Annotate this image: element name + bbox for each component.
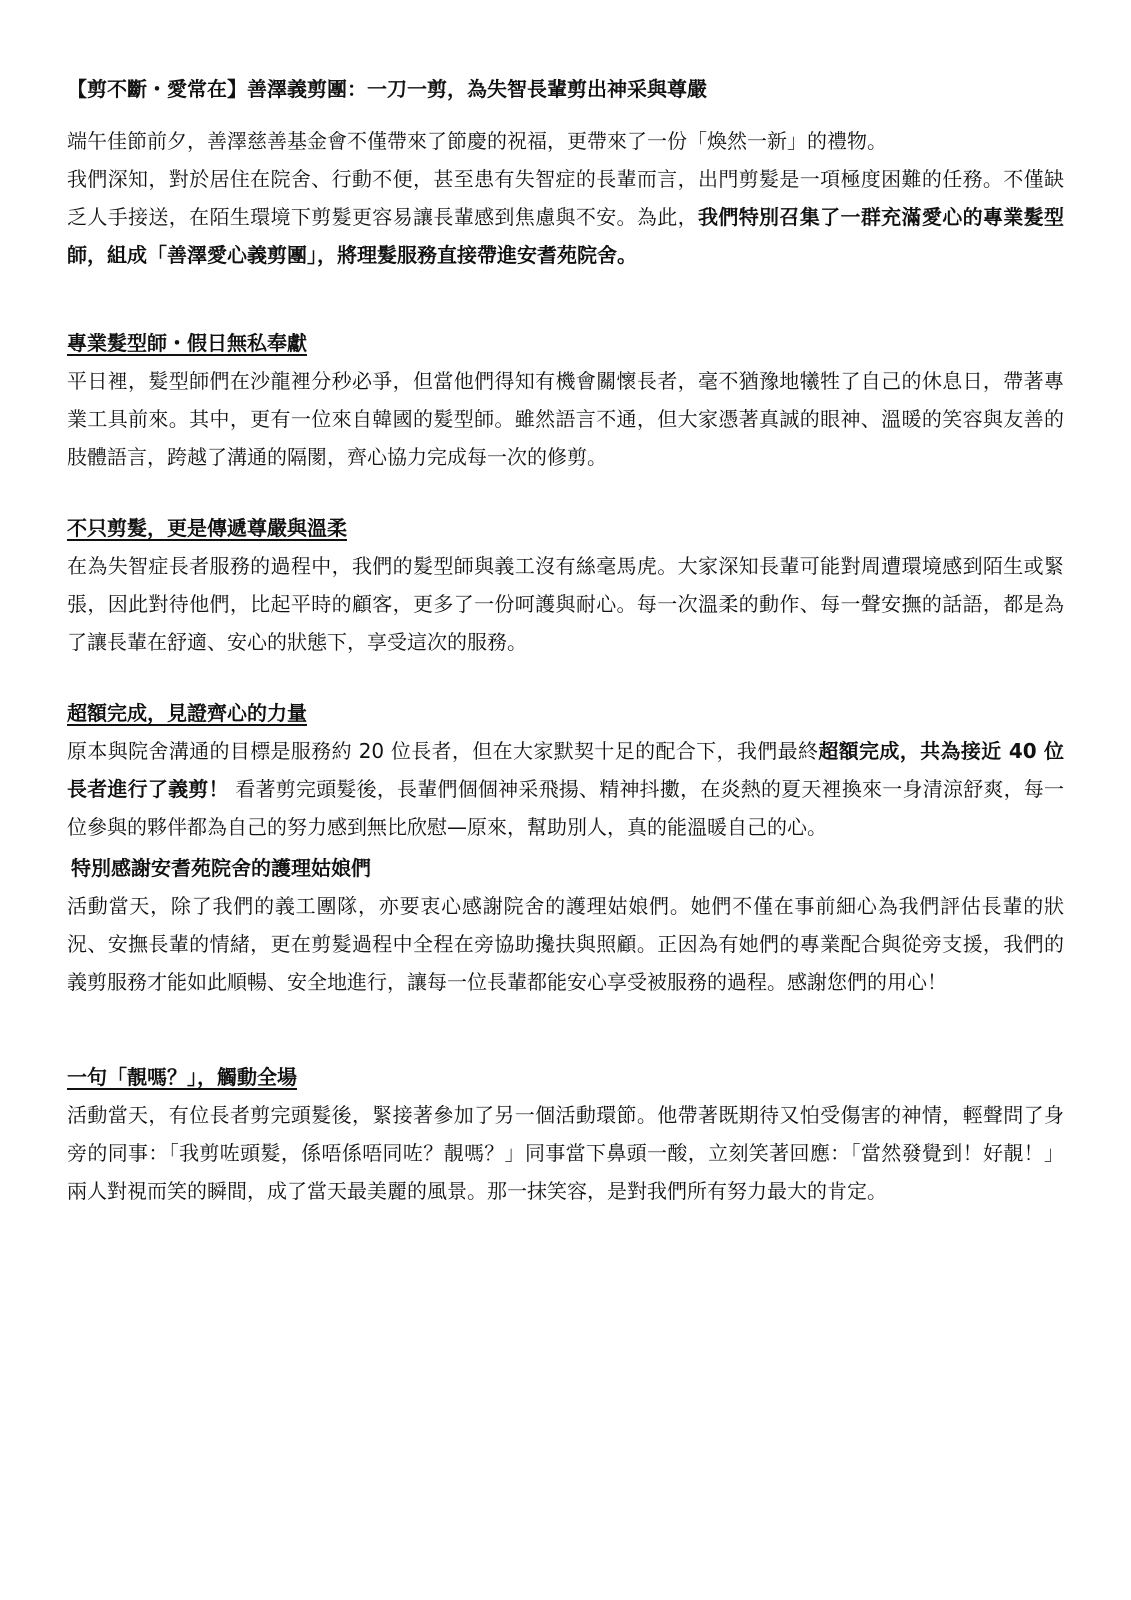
intro-bold-text: 我們特別召集了一群充滿愛心的專業髮型師，組成「善澤愛心義剪團」，將理髮服務直接帶進安耆苑院舍。 bbox=[67, 205, 1065, 267]
section-heading-overachieved: 超額完成，見證齊心的力量 bbox=[67, 701, 307, 725]
section-heading-thanks-nurses: 特別感謝安耆苑院舍的護理姑娘們 bbox=[71, 856, 371, 880]
page-title: 【剪不斷・愛常在】善澤義剪團：一刀一剪，為失智長輩剪出神采與尊嚴 bbox=[67, 77, 707, 101]
intro-text: 我們深知，對於居住在院舍、行動不便，甚至患有失智症的長輩而言，出門剪髮是一項極度困難的任務。不僅缺乏人手接送，在陌生環境下剪髮更容易讓長輩感到焦慮與不安。為此， bbox=[67, 167, 1064, 229]
section-body-professional-stylists: 平日裡，髮型師們在沙龍裡分秒必爭，但當他們得知有機會關懷長者，毫不猶豫地犧牲了自己的休息日，帶著專業工具前來。其中，更有一位來自韓國的髮型師。雖然語言不通，但大家憑著真誠的眼神、溫暖的笑容與友善的肢體語言，跨越了溝通的隔閡，齊心協力完成每一次的修剪。 bbox=[67, 369, 1064, 469]
section3-bold-text: 超額完成，共為接近 40 位長者進行了義剪！ bbox=[67, 739, 1064, 801]
section3-text-a: 原本與院舍溝通的目標是服務約 20 位長者，但在大家默契十足的配合下，我們最終 bbox=[67, 739, 819, 763]
section-heading-pretty: 一句「靚嗎？」，觸動全場 bbox=[67, 1065, 297, 1089]
section3-text-b: 看著剪完頭髮後，長輩們個個神采飛揚、精神抖擻，在炎熱的夏天裡換來一身清涼舒爽，每一位參與的夥伴都為自己的努力感到無比欣慰—原來，幫助別人，真的能溫暖自己的心。 bbox=[67, 777, 1065, 839]
section-body-thanks-nurses: 活動當天，除了我們的義工團隊，亦要衷心感謝院舍的護理姑娘們。她們不僅在事前細心為我們評估長輩的狀況、安撫長輩的情緒，更在剪髮過程中全程在旁協助攙扶與照顧。正因為有她們的專業配合與從旁支援，我們的義剪服務才能如此順暢、安全地進行，讓每一位長輩都能安心享受被服務的過程。感謝您們的用心！ bbox=[67, 894, 1064, 994]
intro-line: 端午佳節前夕，善澤慈善基金會不僅帶來了節慶的祝福，更帶來了一份「煥然一新」的禮物。 bbox=[67, 129, 887, 153]
section-body-overachieved bbox=[67, 732, 1064, 846]
section-heading-dignity: 不只剪髮，更是傳遞尊嚴與溫柔 bbox=[67, 516, 347, 540]
intro-paragraph bbox=[67, 160, 1064, 274]
section-heading-professional-stylists: 專業髮型師・假日無私奉獻 bbox=[67, 331, 307, 355]
section-body-dignity: 在為失智症長者服務的過程中，我們的髮型師與義工沒有絲毫馬虎。大家深知長輩可能對周遭環境感到陌生或緊張，因此對待他們，比起平時的顧客，更多了一份呵護與耐心。每一次溫柔的動作、每一聲安撫的話語，都是為了讓長輩在舒適、安心的狀態下，享受這次的服務。 bbox=[67, 554, 1064, 654]
section-body-pretty: 活動當天，有位長者剪完頭髮後，緊接著參加了另一個活動環節。他帶著既期待又怕受傷害的神情，輕聲問了身旁的同事：「我剪咗頭髮，係唔係唔同咗？靚嗎？」同事當下鼻頭一酸，立刻笑著回應：「當然發覺到！好靚！」兩人對視而笑的瞬間，成了當天最美麗的風景。那一抹笑容，是對我們所有努力最大的肯定。 bbox=[67, 1103, 1064, 1203]
